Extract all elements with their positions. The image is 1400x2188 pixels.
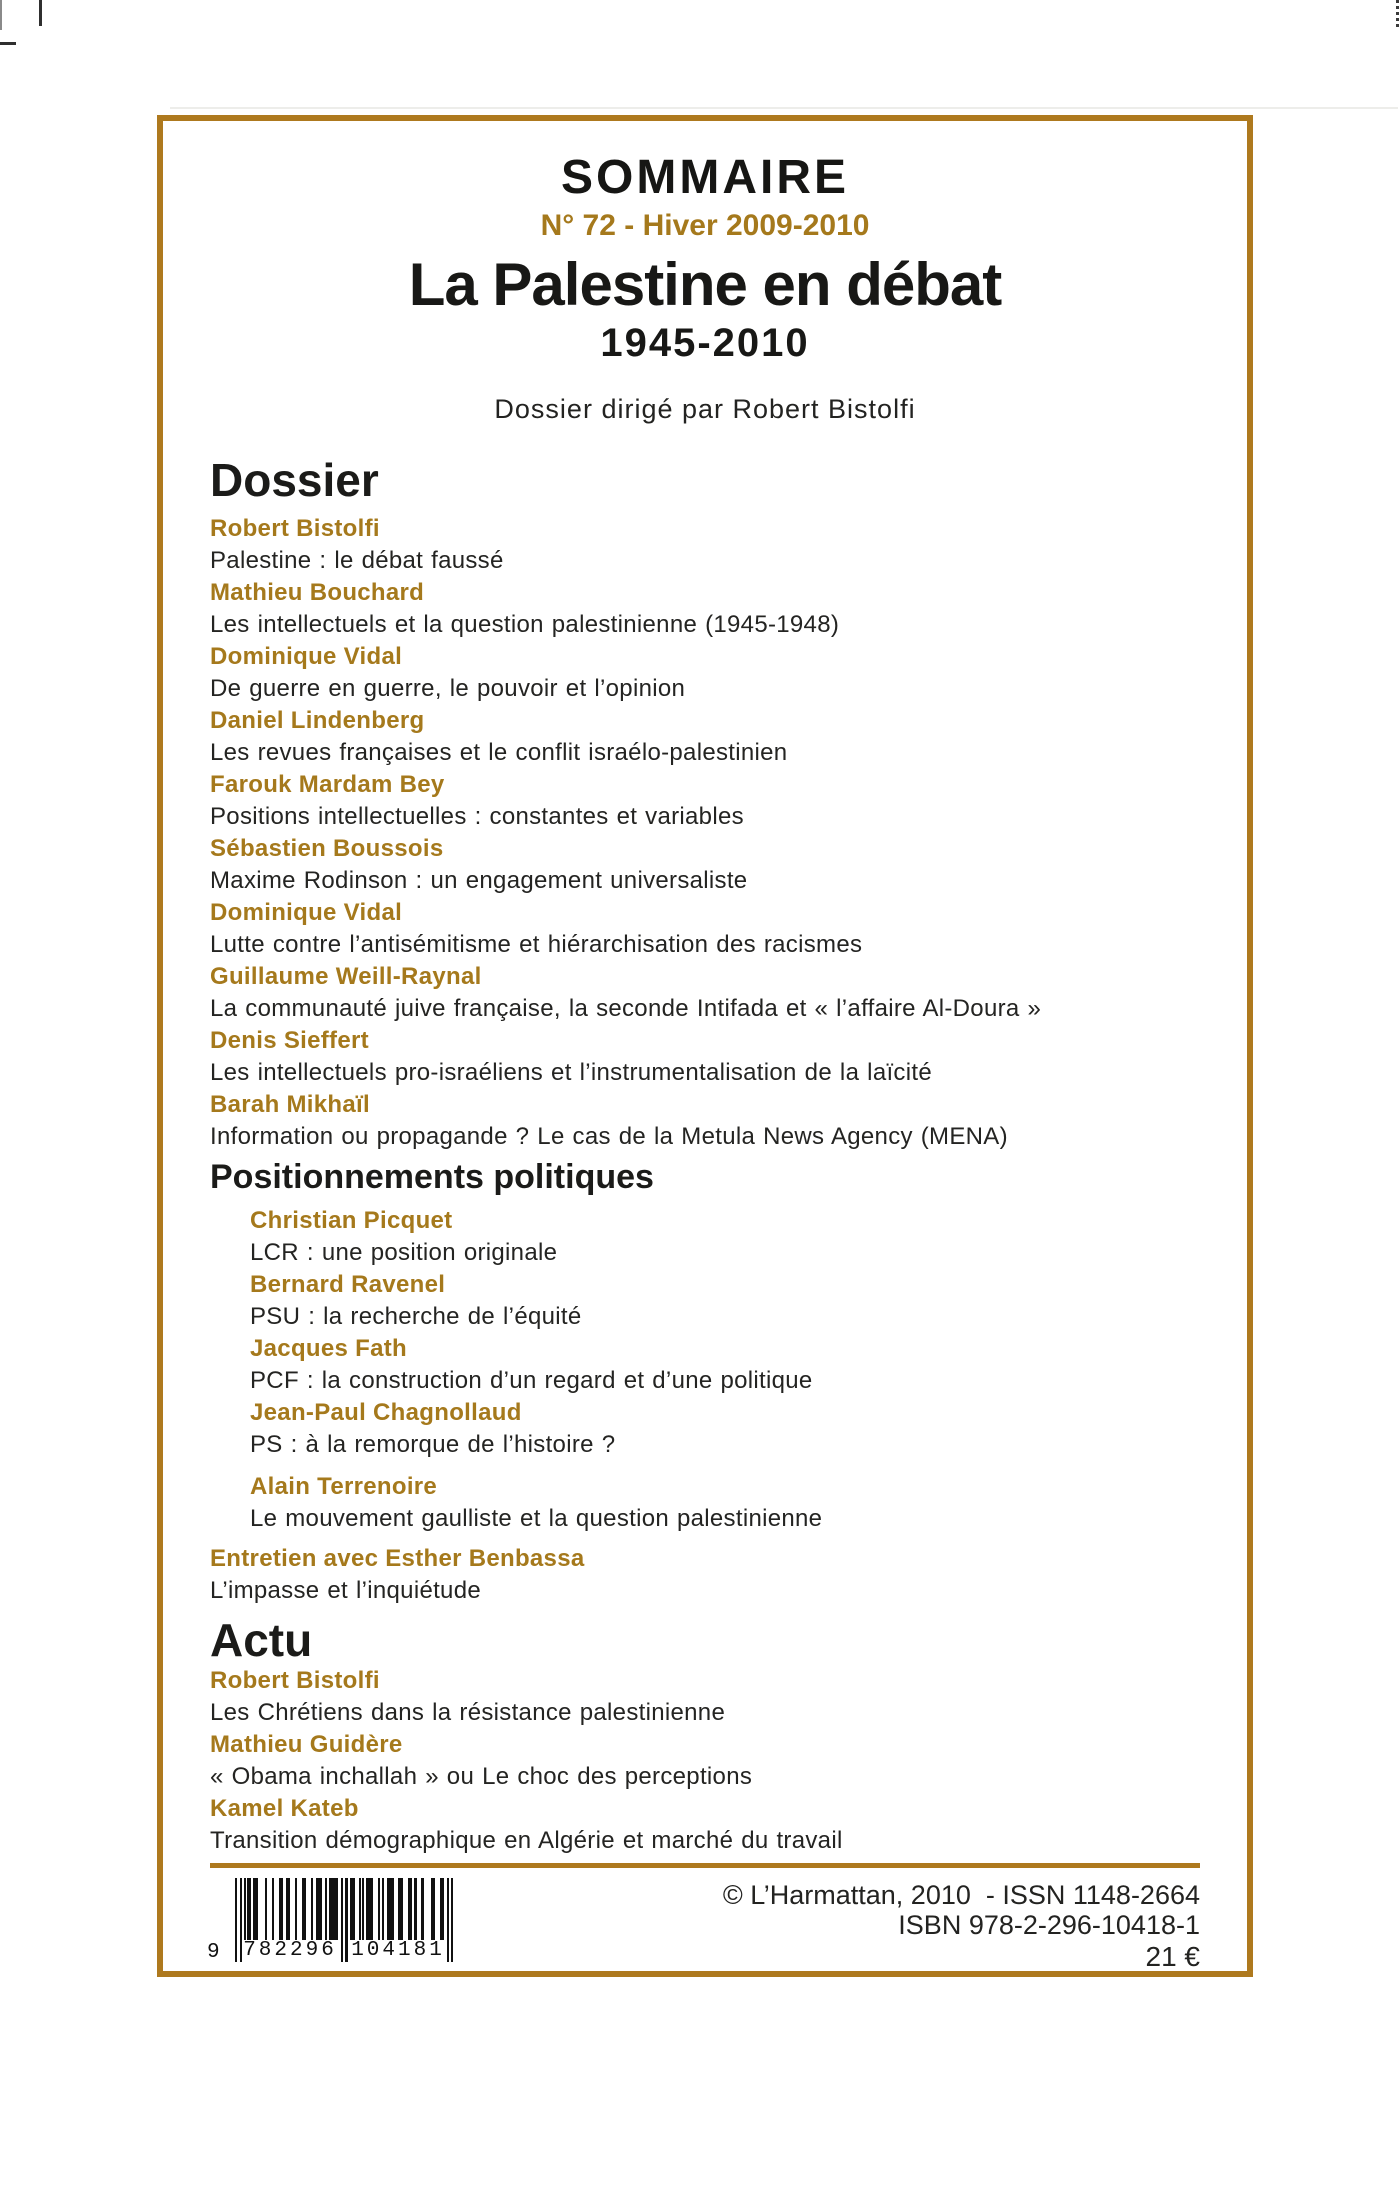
barcode-bar (433, 1878, 435, 1946)
toc-author: Bernard Ravenel (250, 1271, 446, 1298)
toc-title: Les Chrétiens dans la résistance palestinienne (210, 1699, 726, 1726)
toc-author: Daniel Lindenberg (210, 707, 425, 734)
barcode-lead-digit: 9 (207, 1941, 220, 1964)
barcode-bar (311, 1878, 313, 1946)
toc-item (210, 1729, 1250, 1793)
toc-title: La communauté juive française, la seconde Intifada et « l’affaire Al-Doura » (210, 995, 1042, 1022)
table-of-contents (210, 455, 1250, 1868)
toc-author: Jacques Fath (250, 1335, 407, 1362)
toc-title: LCR : une position originale (250, 1239, 558, 1266)
barcode-bar (447, 1878, 449, 1962)
barcode-bar (249, 1878, 251, 1946)
barcode-bar (235, 1878, 237, 1962)
toc-author: Jean-Paul Chagnollaud (250, 1399, 522, 1426)
footer-divider-rule (210, 1863, 1200, 1868)
toc-author: Robert Bistolfi (210, 515, 380, 542)
barcode-bar (281, 1878, 283, 1946)
toc-title: Lutte contre l’antisémitisme et hiérarchisation des racismes (210, 931, 863, 958)
section-heading-actu: Actu (210, 1614, 313, 1666)
toc-item (210, 1793, 1250, 1857)
toc-item (250, 1397, 1250, 1461)
barcode-bar (451, 1878, 453, 1962)
barcode-bar (421, 1878, 423, 1946)
barcode-bar (352, 1878, 354, 1946)
crop-mark-left-inner (39, 0, 42, 26)
toc-item (210, 897, 1250, 961)
toc-author: Dominique Vidal (210, 643, 403, 670)
scan-edge-shadow (170, 107, 1398, 109)
toc-item (250, 1471, 1250, 1535)
toc-author: Mathieu Guidère (210, 1731, 403, 1758)
toc-author: Robert Bistolfi (210, 1667, 380, 1694)
section-heading-dossier: Dossier (210, 454, 379, 506)
toc-item (210, 1665, 1250, 1729)
barcode-bar (336, 1878, 338, 1946)
toc-title: Les revues françaises et le conflit israélo-palestinien (210, 739, 788, 766)
page-title: SOMMAIRE (561, 151, 849, 204)
barcode-bar (401, 1878, 403, 1946)
toc-title: De guerre en guerre, le pouvoir et l’opinion (210, 675, 686, 702)
toc-item (210, 641, 1250, 705)
dossier-main-title: La Palestine en débat (408, 251, 1002, 318)
barcode-bar (256, 1878, 258, 1946)
price-label: 21 € (1145, 1941, 1200, 1972)
toc-author: Alain Terrenoire (250, 1473, 438, 1500)
toc-item (210, 513, 1250, 577)
barcode-bar (378, 1878, 380, 1946)
toc-author: Dominique Vidal (210, 899, 403, 926)
barcode-bar (265, 1878, 267, 1946)
barcode-bar (320, 1878, 322, 1946)
barcode-digits-right: 104181 (351, 1939, 445, 1962)
copyright-issn-line: © L’Harmattan, 2010 - ISSN 1148-2664 (722, 1880, 1200, 1910)
barcode-bar (382, 1878, 384, 1946)
toc-title: Palestine : le débat faussé (210, 547, 504, 574)
barcode-bar (325, 1878, 327, 1946)
toc-author: Farouk Mardam Bey (210, 771, 445, 798)
toc-author: Denis Sieffert (210, 1027, 369, 1054)
barcode-digits-left: 782296 (243, 1939, 337, 1962)
isbn-line: ISBN 978-2-296-10418-1 (898, 1910, 1200, 1940)
toc-title: Information ou propagande ? Le cas de la Metula News Agency (MENA) (210, 1123, 1008, 1150)
toc-title: Transition démographique en Algérie et marché du travail (210, 1827, 843, 1854)
toc-item (210, 705, 1250, 769)
toc-author: Barah Mikhaïl (210, 1091, 370, 1118)
toc-item (210, 833, 1250, 897)
page-header (163, 121, 1247, 425)
toc-title: L’impasse et l’inquiétude (210, 1577, 482, 1604)
toc-item (210, 1089, 1250, 1153)
toc-author: Christian Picquet (250, 1207, 453, 1234)
barcode-bar (414, 1878, 416, 1946)
crop-mark-right (1396, 0, 1399, 28)
toc-title: PSU : la recherche de l’équité (250, 1303, 582, 1330)
barcode-bar (410, 1878, 412, 1946)
crop-mark-left-horizontal (0, 42, 16, 45)
barcode-bar (391, 1878, 393, 1946)
toc-item-interview (210, 1543, 1250, 1607)
barcode-bar (345, 1878, 347, 1962)
toc-author: Sébastien Boussois (210, 835, 444, 862)
toc-title: Les intellectuels pro-israéliens et l’instrumentalisation de la laïcité (210, 1059, 932, 1086)
toc-title: PS : à la remorque de l’histoire ? (250, 1431, 616, 1458)
toc-title: Maxime Rodinson : un engagement universaliste (210, 867, 748, 894)
imprint-block (690, 1880, 1200, 1940)
toc-item (210, 577, 1250, 641)
toc-item (210, 769, 1250, 833)
dossier-director-line: Dossier dirigé par Robert Bistolfi (494, 394, 916, 424)
toc-title: Le mouvement gaulliste et la question palestinienne (250, 1505, 823, 1532)
toc-item (250, 1333, 1250, 1397)
toc-item (250, 1205, 1250, 1269)
crop-mark-left-outer (0, 0, 2, 30)
toc-title: Positions intellectuelles : constantes et variables (210, 803, 744, 830)
barcode-bar (288, 1878, 290, 1946)
toc-author: Entretien avec Esther Benbassa (210, 1545, 585, 1572)
toc-item (250, 1269, 1250, 1333)
subsection-heading-positionnements: Positionnements politiques (210, 1158, 654, 1196)
barcode-bar (442, 1878, 444, 1946)
toc-author: Mathieu Bouchard (210, 579, 425, 606)
toc-title: « Obama inchallah » ou Le choc des perceptions (210, 1763, 753, 1790)
barcode (207, 1878, 454, 1964)
toc-title: PCF : la construction d’un regard et d’une politique (250, 1367, 813, 1394)
toc-title: Les intellectuels et la question palestinienne (1945-1948) (210, 611, 840, 638)
barcode-bar (362, 1878, 364, 1946)
toc-item (210, 961, 1250, 1025)
barcode-bar (304, 1878, 306, 1946)
barcode-bar (295, 1878, 297, 1946)
toc-author: Kamel Kateb (210, 1795, 359, 1822)
dossier-years: 1945-2010 (600, 321, 810, 365)
barcode-bar (341, 1878, 343, 1962)
barcode-bar (371, 1878, 373, 1946)
issue-number: N° 72 - Hiver 2009-2010 (540, 209, 870, 242)
toc-item (210, 1025, 1250, 1089)
barcode-bar (272, 1878, 274, 1946)
toc-author: Guillaume Weill-Raynal (210, 963, 482, 990)
